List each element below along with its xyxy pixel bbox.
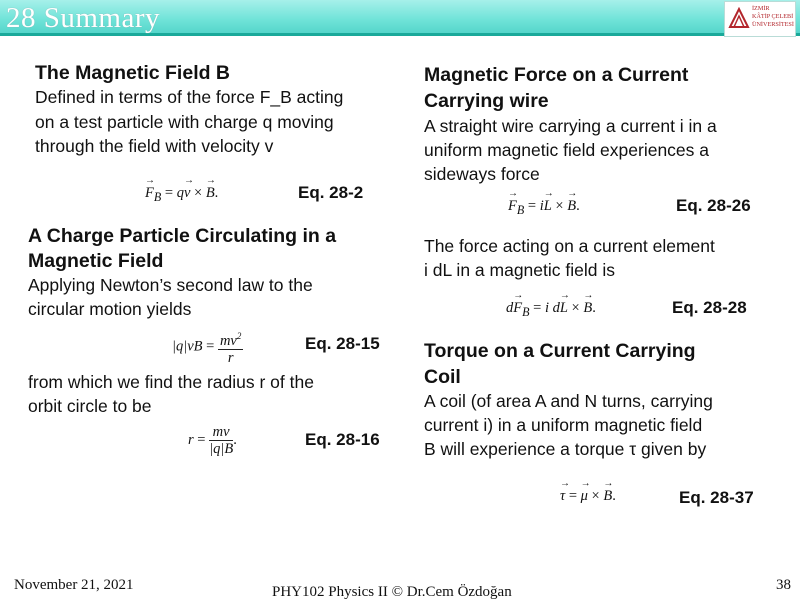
footer-course: PHY102 Physics II © Dr.Cem Özdoğan [272, 584, 512, 600]
heading-torque-on-coil: Torque on a Current Carrying [424, 340, 696, 362]
heading-force-on-wire: Magnetic Force on a Current [424, 64, 689, 86]
text-line: Defined in terms of the force F_B acting [35, 87, 344, 107]
text-line: A straight wire carrying a current i in a [424, 116, 717, 136]
text-line: from which we find the radius r of the [28, 372, 314, 392]
formula-eq-28-28: $d\to F_B = i$ d→ L × → B. [506, 300, 596, 320]
text-line: The force acting on a current element [424, 236, 715, 256]
text-line: orbit circle to be [28, 396, 152, 416]
logo-emblem-icon [728, 7, 750, 29]
logo-text: İZMİR KÂTİP ÇELEBİ ÜNİVERSİTESİ [752, 5, 794, 28]
text-line: current i) in a uniform magnetic field [424, 415, 703, 435]
heading-force-on-wire-cont: Carrying wire [424, 90, 549, 112]
text-line: sideways force [424, 164, 540, 184]
eq-number: Eq. 28-15 [305, 334, 380, 353]
text-line: A coil (of area A and N turns, carrying [424, 391, 713, 411]
text-line: uniform magnetic field experiences a [424, 140, 710, 160]
eq-number: Eq. 28-28 [672, 298, 747, 317]
eq-number: Eq. 28-16 [305, 430, 380, 449]
formula-eq-28-37: → τ = → μ × → B. [560, 488, 616, 505]
formula-eq-28-16: r = $\frac{mv}{|q|B}$ . [188, 424, 237, 457]
text-line: i dL in a magnetic field is [424, 260, 615, 280]
formula-eq-28-15: |q|vB = $\frac{mv^2}{r}$ [172, 328, 243, 366]
eq-number: Eq. 28-37 [679, 488, 754, 507]
footer-date: November 21, 2021 [14, 577, 134, 593]
eq-number: Eq. 28-26 [676, 196, 751, 215]
formula-eq-28-26: → $F_B = i\to L$ × → B. [508, 198, 580, 218]
eq-number: Eq. 28-2 [298, 183, 364, 202]
text-line: circular motion yields [28, 299, 192, 319]
heading-magnetic-field: The Magnetic Field B [35, 62, 231, 84]
text-line: on a test particle with charge q moving [35, 112, 334, 132]
heading-torque-on-coil-cont: Coil [424, 366, 461, 388]
page-number: 38 [776, 577, 791, 593]
university-logo [724, 1, 796, 37]
slide-title: 28 Summary [6, 2, 161, 34]
title-bar [0, 0, 800, 36]
text-line: Applying Newton’s second law to the [28, 275, 313, 295]
text-line: through the field with velocity v [35, 136, 274, 156]
formula-eq-28-2: → $F_B = q\to v$ × → B. [145, 185, 218, 205]
heading-circulating-particle-cont: Magnetic Field [28, 250, 164, 272]
text-line: B will experience a torque τ given by [424, 439, 707, 459]
heading-circulating-particle: A Charge Particle Circulating in a [28, 225, 337, 247]
